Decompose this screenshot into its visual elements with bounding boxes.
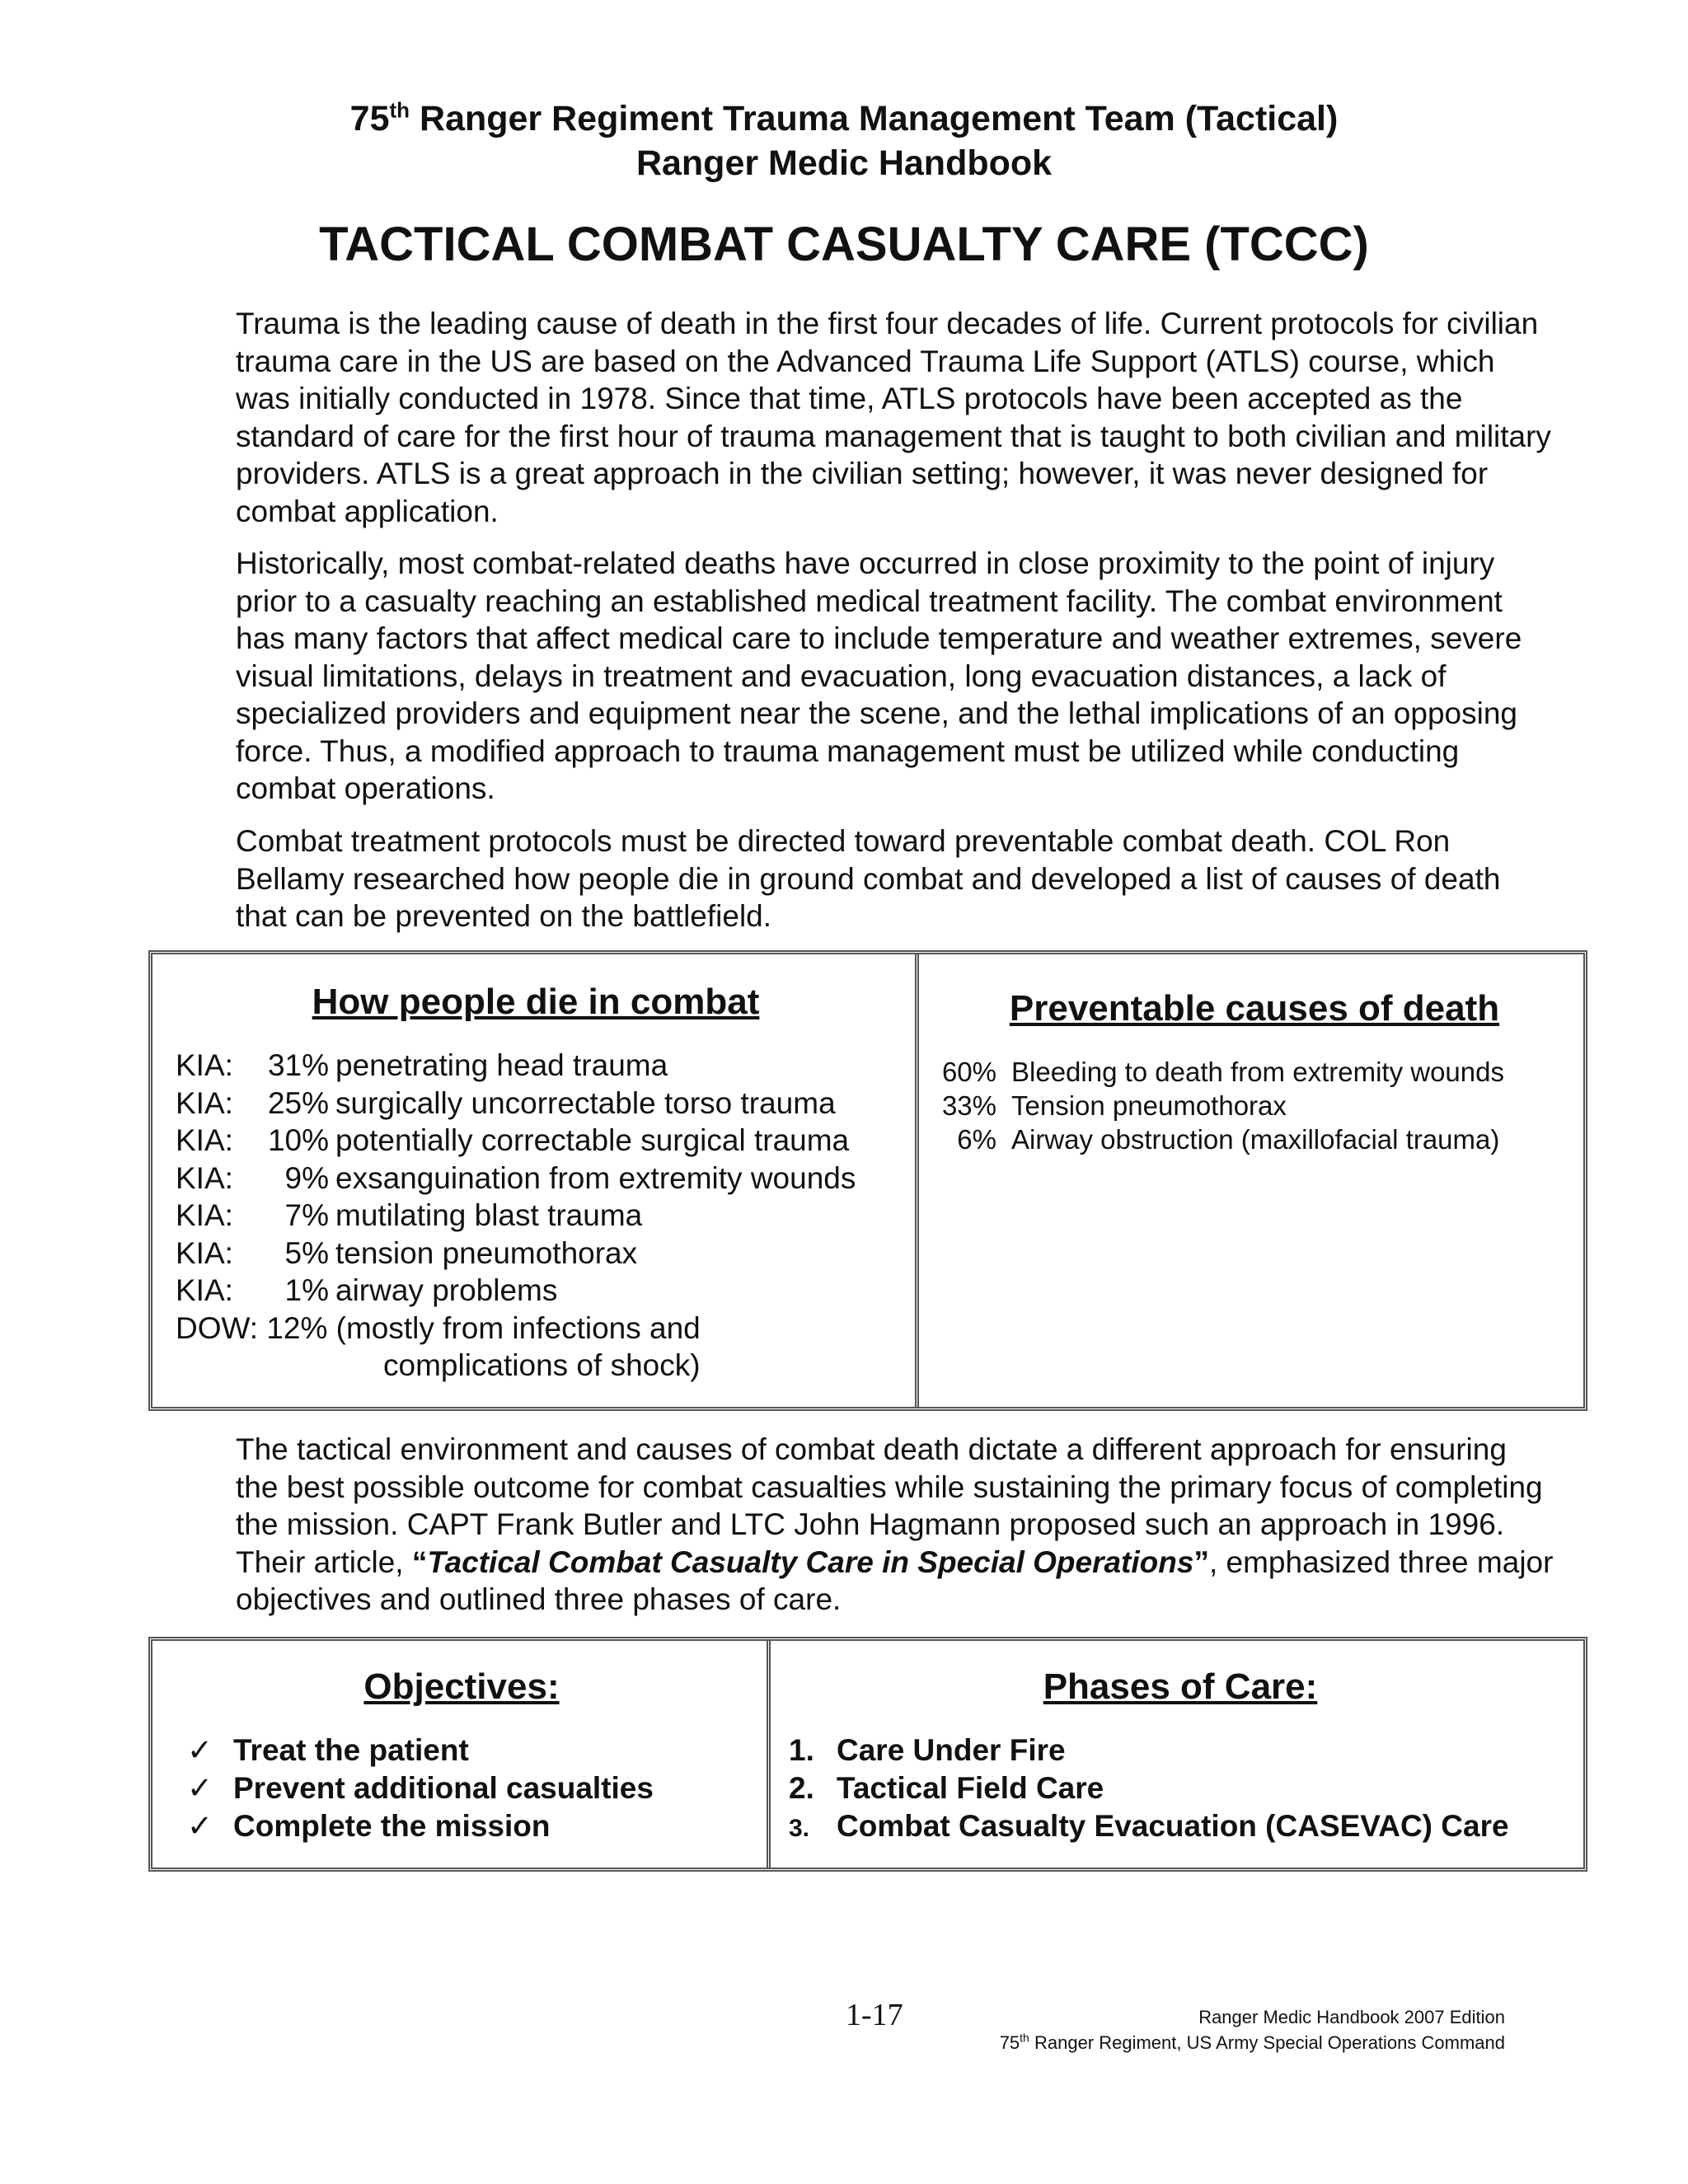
objectives-list: [187, 1732, 654, 1845]
phase-item: 3. Combat Casualty Evacuation (CASEVAC) Care: [789, 1809, 1509, 1843]
preventable-causes-heading: Preventable causes of death: [1009, 988, 1500, 1029]
death-causes-list: [176, 1047, 856, 1385]
objective-item: ✓ Treat the patient: [187, 1732, 654, 1769]
phase-item: 1. Care Under Fire: [789, 1733, 1066, 1767]
page-number: 1-17: [846, 1998, 903, 2032]
header-line-1: [0, 97, 1688, 140]
death-cause-item: KIA: 31% penetrating head trauma: [176, 1048, 668, 1082]
objectives-heading: Objectives:: [363, 1666, 560, 1707]
death-cause-item: KIA: 9% exsanguination from extremity wounds: [176, 1160, 856, 1195]
article-title: Tactical Combat Casualty Care in Special Operations: [427, 1544, 1194, 1579]
checkmark-icon: ✓: [187, 1809, 213, 1843]
phases-list: [789, 1732, 1509, 1848]
death-cause-item: KIA: 10% potentially correctable surgical trauma: [176, 1123, 850, 1157]
death-cause-item: KIA: 7% mutilating blast trauma: [176, 1198, 643, 1232]
objective-item: ✓ Complete the mission: [187, 1807, 654, 1845]
header-line-2: Ranger Medic Handbook: [635, 143, 1053, 183]
checkmark-icon: ✓: [187, 1771, 213, 1805]
footer-edition: Ranger Medic Handbook 2007 Edition: [1198, 2007, 1505, 2027]
phase-item: 2. Tactical Field Care: [789, 1771, 1104, 1805]
dow-item: DOW: 12% (mostly from infections and: [176, 1310, 701, 1345]
header-team-name: Ranger Regiment Trauma Management Team (Tactical): [410, 99, 1339, 138]
intro-paragraph-1: Trauma is the leading cause of death in the first four decades of life. Current protocols for civilian trauma care in the US are based on the Advanced Trauma Life Support (ATLS) course, which was initially conducted in 1978. Since that time, ATLS protocols have been accepted as the standard of care for the first hour of trauma management that is taught to both civilian and military providers. ATLS is a great approach in the civilian setting; however, it was never designed for combat application.: [236, 307, 1551, 528]
table-divider: [767, 1641, 771, 1868]
death-cause-item: KIA: 5% tension pneumothorax: [176, 1235, 638, 1270]
intro-paragraph-3: Combat treatment protocols must be directed toward preventable combat death. COL Ron Bellamy researched how people die in ground combat and developed a list of causes of death that can be prevented on the battlefield.: [236, 824, 1501, 933]
header-ordinal-suffix: th: [389, 97, 410, 123]
preventable-cause-item: 6% Airway obstruction (maxillofacial trauma): [957, 1124, 1500, 1155]
footer-command: 75th Ranger Regiment, US Army Special Operations Command: [999, 2031, 1505, 2053]
objectives-cell: [152, 1641, 771, 1868]
preventable-cause-item: 33% Tension pneumothorax: [941, 1090, 1287, 1121]
preventable-causes-list: [937, 1055, 1504, 1156]
header-regiment-number: 75: [349, 99, 390, 138]
death-cause-item: KIA: 1% airway problems: [176, 1273, 558, 1307]
table-divider: [915, 954, 919, 1407]
tccc-origin-paragraph: The tactical environment and causes of combat death dictate a different approach for ensuring the best possible outcome for combat casualties while sustaining the primary focus of completing the mission. CAPT Frank Butler and LTC John Hagmann proposed such an approach in 1996. Their article, “Tactical Combat Casualty Care in Special Operations”, emphasized three major objectives and outlined three phases of care.: [236, 1432, 1554, 1616]
preventable-cause-item: 60% Bleeding to death from extremity wounds: [941, 1057, 1504, 1087]
phases-heading: Phases of Care:: [1043, 1666, 1318, 1707]
how-people-die-cell: [152, 954, 919, 1407]
page-title: TACTICAL COMBAT CASUALTY CARE (TCCC): [319, 218, 1369, 271]
combat-death-table: [148, 950, 1587, 1411]
dow-item-continuation: complications of shock): [383, 1348, 701, 1382]
preventable-causes-cell: [921, 954, 1583, 1407]
intro-paragraph-2: Historically, most combat-related deaths have occurred in close proximity to the point of injury prior to a casualty reaching an established medical treatment facility. The combat environment has many factors that affect medical care to include temperature and weather extremes, severe visual limitations, delays in treatment and evacuation, long evacuation distances, a lack of specialized providers and equipment near the scene, and the lethal implications of an opposing force. Thus, a modified approach to trauma management must be utilized while conducting combat operations.: [236, 546, 1522, 805]
how-people-die-heading: How people die in combat: [312, 982, 760, 1022]
objective-item: ✓ Prevent additional casualties: [187, 1769, 654, 1807]
objectives-phases-table: [148, 1637, 1587, 1872]
phases-cell: [772, 1641, 1583, 1868]
checkmark-icon: ✓: [187, 1733, 213, 1767]
death-cause-item: KIA: 25% surgically uncorrectable torso trauma: [176, 1085, 836, 1120]
